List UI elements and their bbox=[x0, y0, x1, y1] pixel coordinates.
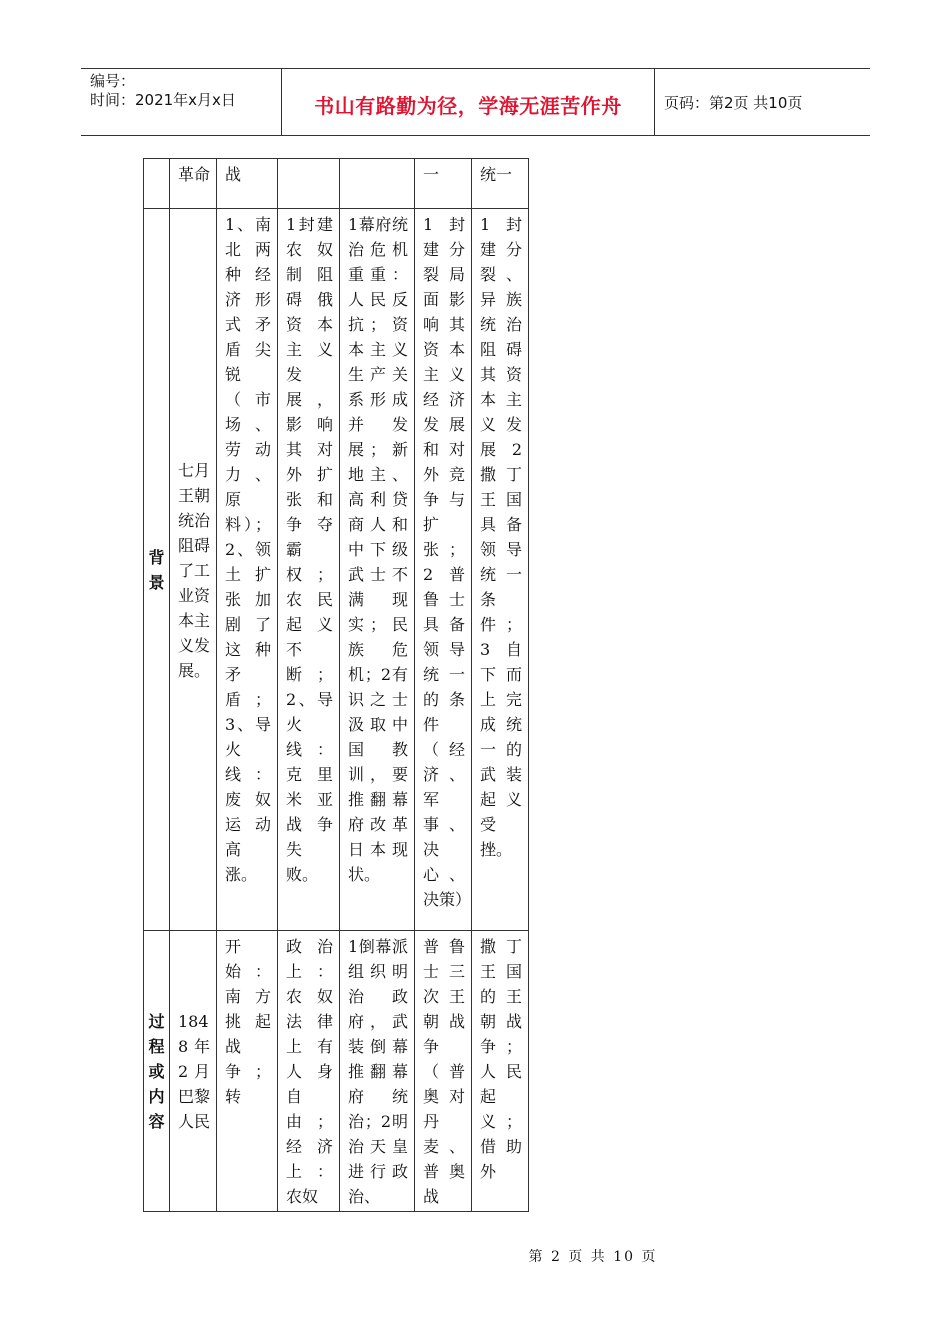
table-cell: 撒丁王国的王朝战争；人民起义；借助外 bbox=[472, 931, 529, 1212]
header-page-info: 页码：第2页 共10页 bbox=[664, 94, 803, 112]
row-header-process: 过程或内容 bbox=[144, 931, 170, 1212]
table-cell bbox=[278, 159, 340, 209]
header-motto: 书山有路勤为径，学海无涯苦作舟 bbox=[314, 94, 622, 118]
table-cell: 开始：南方挑起战争；转 bbox=[217, 931, 278, 1212]
table-cell bbox=[340, 159, 415, 209]
row-header-background: 背景 bbox=[144, 209, 170, 931]
table-row-process bbox=[144, 931, 529, 1212]
table-cell: 1倒幕派组织明治政府，武装倒幕推翻幕府统治；2明治天皇进行政治、 bbox=[340, 931, 415, 1212]
table-cell: 战 bbox=[217, 159, 278, 209]
header-divider-right bbox=[654, 68, 655, 135]
table-cell bbox=[144, 159, 170, 209]
table-cell: 1封建分裂、异族统治阻碍其资本主义发展2撒丁王国具备领导统一条件；3自下而上完成统一的武装起义受挫。 bbox=[472, 209, 529, 931]
table-cell: 1、南北两种经济形式矛盾尖锐（市场、劳动力、原料）；2、领土扩张加剧了这种矛盾；3、导火线：废奴运动高涨。 bbox=[217, 209, 278, 931]
serial-label: 编号： bbox=[90, 72, 136, 90]
header-bottom-rule bbox=[81, 135, 870, 136]
header-meta bbox=[90, 72, 236, 110]
table-row-top bbox=[144, 159, 529, 209]
header-top-rule bbox=[81, 68, 870, 69]
table-cell: 统一 bbox=[472, 159, 529, 209]
table-cell: 一 bbox=[415, 159, 472, 209]
table-cell: 普鲁士三次王朝战争（普奥对丹麦、普奥战 bbox=[415, 931, 472, 1212]
table-cell: 政治上：农奴法律上有人身自由；经济上：农奴 bbox=[278, 931, 340, 1212]
table-cell: 1848年2月巴黎人民 bbox=[170, 931, 217, 1212]
table-cell: 1封建分裂局面影响其资本主义经济发展和对外竞争与扩张；2普鲁士具备领导统一的条件（经济、军事、决心、决策） bbox=[415, 209, 472, 931]
history-comparison-table bbox=[143, 158, 529, 1212]
table-cell: 七月王朝统治阻碍了工业资本主义发展。 bbox=[170, 209, 217, 931]
page-footer: 第 2 页 共 10 页 bbox=[528, 1249, 658, 1265]
date-label: 时间：2021年x月x日 bbox=[90, 91, 236, 109]
table-row-background bbox=[144, 209, 529, 931]
table-cell: 1幕府统治危机重重：人民反抗；资本主义生产关系形成并发展；新地主、高利贷商人和中下级武士不满现实；民族危机；2有识之士汲取中国教训，要推翻幕府改革日本现状。 bbox=[340, 209, 415, 931]
table-cell: 1封建农奴制阻碍俄资本主义发展，影响其对外扩张和争夺霸权；农民起义不断；2、导火线：克里米亚战争失败。 bbox=[278, 209, 340, 931]
table-cell: 革命 bbox=[170, 159, 217, 209]
